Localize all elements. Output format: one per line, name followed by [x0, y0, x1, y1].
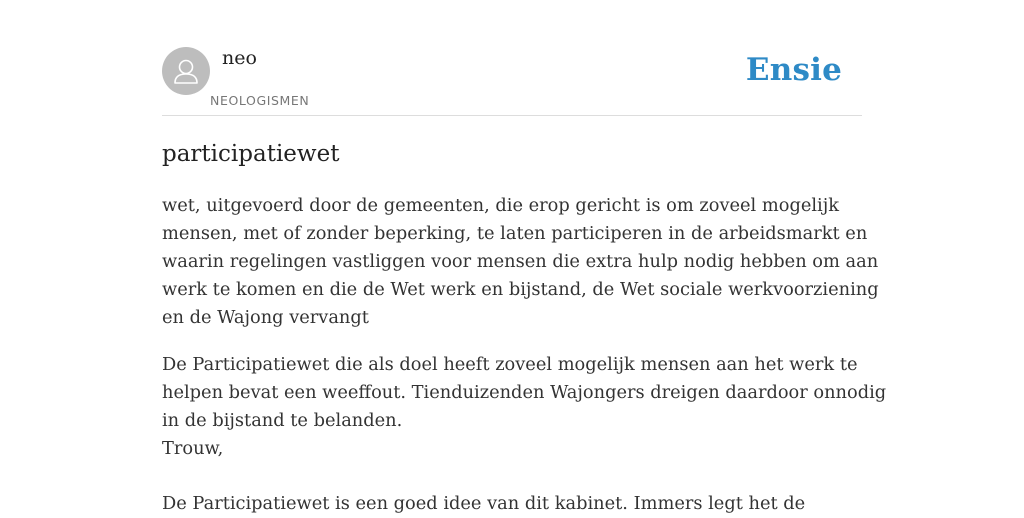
definition-line: mensen, met of zonder beperking, te laten participeren in de arbeidsmarkt en [162, 223, 868, 244]
definition-line: waarin regelingen vastliggen voor mensen die extra hulp nodig hebben om aan [162, 251, 879, 272]
entry-definition [162, 192, 879, 332]
entry-example [162, 351, 887, 463]
example-source: Trouw, [162, 438, 224, 459]
username[interactable]: neo [222, 47, 257, 69]
entry-example-2: De Participatiewet is een goed idee van dit kabinet. Immers legt het de [162, 493, 806, 514]
user-silhouette-icon [162, 47, 210, 95]
header [162, 0, 862, 116]
entry-term: participatiewet [162, 141, 340, 167]
category-label[interactable]: NEOLOGISMEN [210, 93, 310, 108]
brand-logo[interactable]: Ensie [745, 52, 842, 88]
definition-line: en de Wajong vervangt [162, 307, 369, 328]
definition-line: werk te komen en die de Wet werk en bijstand, de Wet sociale werkvoorziening [162, 279, 879, 300]
example-line: helpen bevat een weeffout. Tienduizenden Wajongers dreigen daardoor onnodig [162, 382, 887, 403]
definition-line: wet, uitgevoerd door de gemeenten, die erop gericht is om zoveel mogelijk [162, 195, 840, 216]
avatar[interactable] [162, 47, 210, 95]
example-line: in de bijstand te belanden. [162, 410, 403, 431]
example-line: De Participatiewet die als doel heeft zoveel mogelijk mensen aan het werk te [162, 354, 858, 375]
page-container [162, 0, 887, 514]
